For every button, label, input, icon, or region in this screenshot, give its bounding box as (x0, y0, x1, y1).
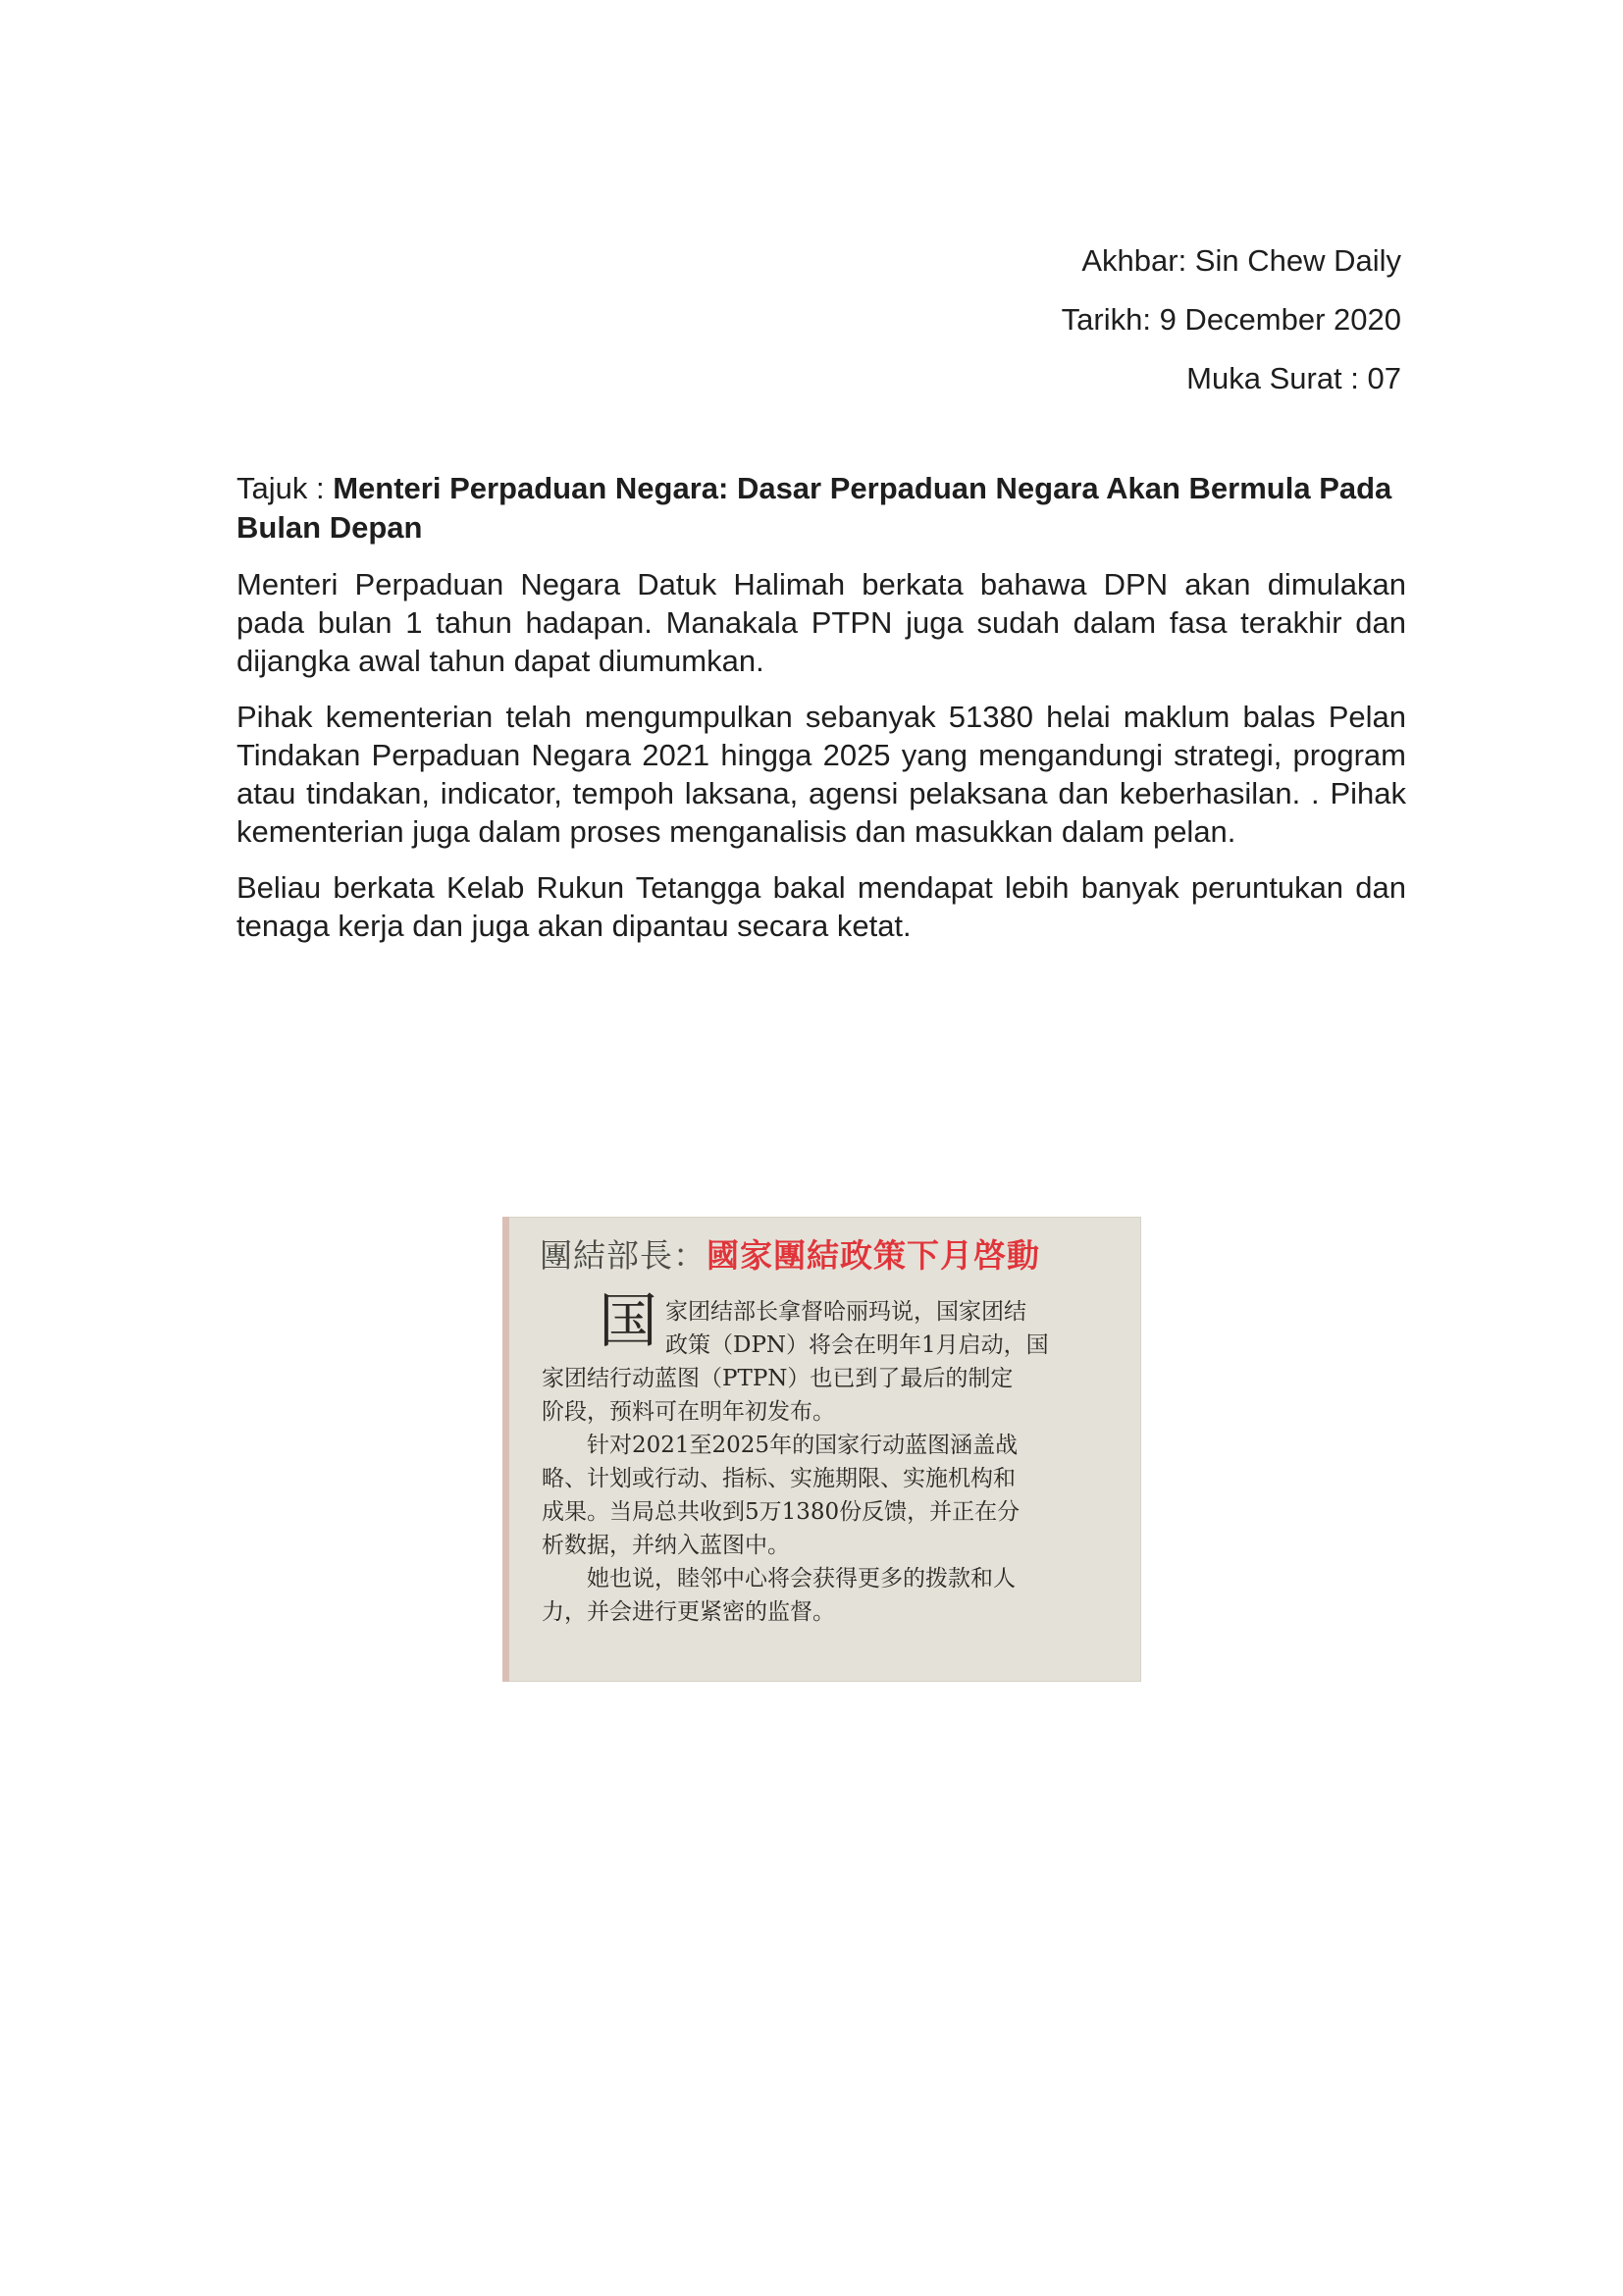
drop-cap: 国 (599, 1287, 657, 1356)
clipping-line: 政策（DPN）将会在明年1月启动，国 (665, 1332, 1049, 1358)
headline-prefix: 團結部長： (540, 1236, 707, 1275)
paragraph: Pihak kementerian telah mengumpulkan sebanyak 51380 helai maklum balas Pelan Tindakan Perpaduan Negara 2021 hingga 2025 yang mengandungi strategi, program atau tindakan, indicator, tempoh laksana, agensi pelaksana dan keberhasilan. . Pihak kementerian juga dalam proses menganalisis dan masukkan dalam pelan. (236, 700, 1406, 849)
article-body (236, 469, 1406, 963)
newspaper-name: Akhbar: Sin Chew Daily (1081, 243, 1401, 278)
clipping-line: 略、计划或行动、指标、实施期限、实施机构和 (542, 1466, 1016, 1491)
clipping-line: 阶段，预料可在明年初发布。 (542, 1399, 835, 1425)
paragraph: Menteri Perpaduan Negara Datuk Halimah berkata bahawa DPN akan dimulakan pada bulan 1 tahun hadapan. Manakala PTPN juga sudah dalam fasa terakhir dan dijangka awal tahun dapat diumumkan. (236, 567, 1406, 678)
title-text: Menteri Perpaduan Negara: Dasar Perpaduan Negara Akan Bermula Pada Bulan Depan (236, 471, 1392, 545)
clipping-line: 家团结行动蓝图（PTPN）也已到了最后的制定 (542, 1366, 1014, 1391)
paragraph: Beliau berkata Kelab Rukun Tetangga bakal mendapat lebih banyak peruntukan dan tenaga kerja dan juga akan dipantau secara ketat. (236, 870, 1406, 943)
headline-main: 國家團結政策下月啓動 (707, 1236, 1040, 1275)
publication-date: Tarikh: 9 December 2020 (1061, 302, 1401, 337)
clipping-line: 针对2021至2025年的国家行动蓝图涵盖战 (587, 1433, 1019, 1458)
clipping-line: 她也说，睦邻中心将会获得更多的拨款和人 (587, 1566, 1016, 1592)
article-title (236, 469, 1406, 548)
clipping-line: 力，并会进行更紧密的监督。 (542, 1599, 835, 1625)
page-number: Muka Surat : 07 (1186, 361, 1401, 395)
clipping-line: 析数据，并纳入蓝图中。 (542, 1533, 790, 1558)
newspaper-clipping (502, 1217, 1141, 1682)
document-meta (1062, 232, 1401, 408)
clipping-headline (540, 1230, 1040, 1277)
title-prefix: Tajuk : (236, 471, 334, 505)
clipping-line: 成果。当局总共收到5万1380份反馈，并正在分 (542, 1499, 1021, 1525)
clipping-line: 家团结部长拿督哈丽玛说，国家团结 (665, 1299, 1026, 1325)
